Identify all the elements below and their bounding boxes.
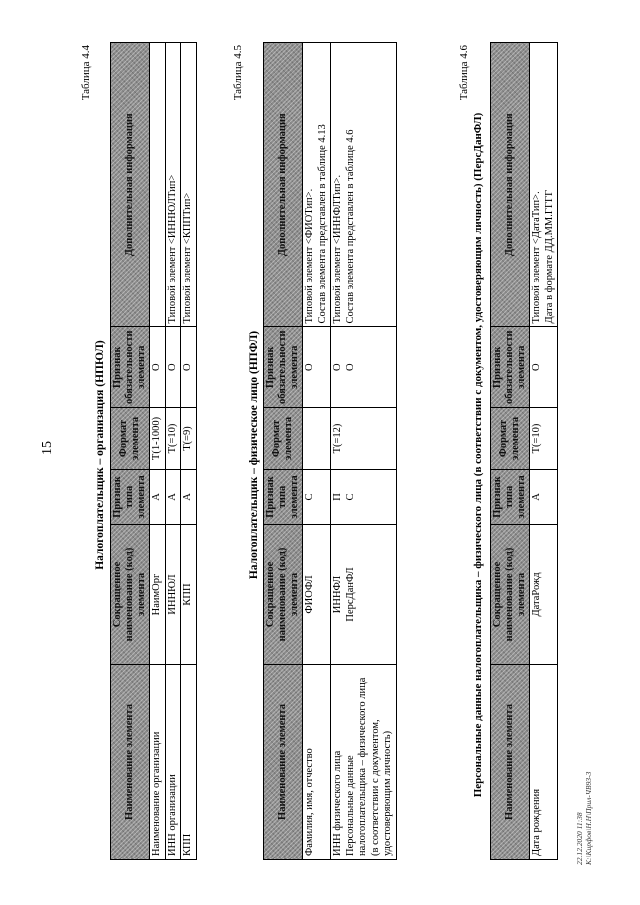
rotated-landscape-content: 15 Таблица 4.4 Налогоплательщик – организация (НПЮЛ) Наименование элемента Сокращенное наименование (код) элемента Признак типа элемента Формат элемента Признак обязательности элемента Дополнительная информация Наименование организации НаимОрг А Т(1-1000) О ИНН организации ИННЮЛ А Т(=10) О Типовой элемент <ИННЮЛТип> КПП КПП А Т(=9) О Типовой элемент <КППТип> Таблица 4.5 Налогоплательщик – физическое лицо (НПФЛ) Наименование элемента Сокращенное наименование (код) элемента Признак типа элемента Формат элемента Признак обязательности элемента Дополнительная информация Фамилия, имя, отчество ФИОФЛ С О Типовой элемент <ФИОТип>. Состав элемента представлен в таблице 4.13 ИНН физического лица Персональные данные налогоплательщика – физического лица (в соответствии с документом, удостоверяющим личность) ИННФЛ ПерсДанФЛ П С Т(=12) О О Типовой элемент <ИННФЛТип>. Состав элемента представлен в таблице 4.6 Таблица 4.6 Персональные данные налогоплательщика – физического лица (в соответствии с документом, удостоверяющим личность) (ПерсДанФЛ) Наименование элемента Сокращенное наименование (код) элемента Признак типа элемента Формат элемента Признак обязательности элемента Дополнительная информация Дата рождения ДатаРожд А Т(=10) О Типовой элемент <ДатаТип>. Дата в формате ДД.ММ.ГГГГ 22.12.2020 11:38 К:\Кирфов\Н.Н\Прил-ЧВ93-3	[0, 5, 640, 905]
required-line: О	[344, 363, 356, 372]
cell-format: Т(=10)	[165, 408, 181, 470]
info-line: Типовой элемент <ДатаТип>.	[531, 191, 542, 324]
table-4-5	[263, 42, 397, 860]
header-required: Признак обязательности элемента	[264, 327, 303, 408]
info-line: Типовой элемент <ИННФЛТип>.	[332, 174, 343, 324]
cell-name: ИНН организации	[165, 665, 181, 860]
cell-code: ИННЮЛ	[165, 525, 181, 665]
table-row	[181, 43, 197, 860]
header-info: Дополнительная информация	[491, 43, 530, 327]
cell-required: О	[165, 327, 181, 408]
table-4-6	[490, 42, 558, 860]
footer-date: 22.12.2020 11:38	[575, 812, 584, 865]
table-4-4-caption: Таблица 4.4	[80, 45, 92, 101]
table-4-5-caption: Таблица 4.5	[232, 45, 244, 101]
cell-type: А	[150, 470, 166, 525]
cell-info: Типовой элемент <КППТип>	[181, 43, 197, 327]
info-line: Состав элемента представлен в таблице 4.6	[344, 129, 356, 324]
format-line: Т(=12)	[332, 423, 343, 454]
cell-required: О	[150, 327, 166, 408]
table-row	[150, 43, 166, 860]
footer-stamp	[575, 665, 593, 865]
cell-name: КПП	[181, 665, 197, 860]
header-name: Наименование элемента	[491, 665, 530, 860]
cell-format	[303, 408, 331, 470]
table-row	[530, 43, 558, 860]
cell-format: Т(1-1000)	[150, 408, 166, 470]
table-header-row	[491, 43, 530, 860]
type-line: П	[332, 493, 343, 501]
cell-type: С	[303, 470, 331, 525]
footer-path: К:\Кирфов\Н.Н\Прил-ЧВ93-3	[584, 771, 593, 865]
cell-type: А	[181, 470, 197, 525]
cell-type	[331, 470, 397, 525]
table-4-4	[110, 42, 197, 860]
info-line: Дата в формате ДД.ММ.ГГГГ	[543, 189, 555, 324]
cell-info	[530, 43, 558, 327]
cell-code	[331, 525, 397, 665]
header-short-name: Сокращенное наименование (код) элемента	[491, 525, 530, 665]
table-row	[165, 43, 181, 860]
cell-type: А	[165, 470, 181, 525]
header-short-name: Сокращенное наименование (код) элемента	[264, 525, 303, 665]
header-required: Признак обязательности элемента	[111, 327, 150, 408]
cell-name: Наименование организации	[150, 665, 166, 860]
cell-code: ФИОФЛ	[303, 525, 331, 665]
header-required: Признак обязательности элемента	[491, 327, 530, 408]
type-line: С	[344, 493, 356, 501]
code-line: ПерсДанФЛ	[344, 567, 356, 622]
header-format: Формат элемента	[491, 408, 530, 470]
info-line: Типовой элемент <ФИОТип>.	[304, 188, 315, 324]
table-row	[303, 43, 331, 860]
cell-format: Т(=9)	[181, 408, 197, 470]
table-4-4-title: Налогоплательщик – организация (НПЮЛ)	[94, 340, 106, 570]
cell-required	[331, 327, 397, 408]
cell-info	[303, 43, 331, 327]
table-header-row	[111, 43, 150, 860]
name-line: Персональные данные налогоплательщика – физического лица (в соответствии с документом, удостоверяющим личность)	[344, 677, 393, 856]
cell-code: ДатаРожд	[530, 525, 558, 665]
name-line: ИНН физического лица	[332, 750, 343, 856]
cell-info	[331, 43, 397, 327]
cell-format	[331, 408, 397, 470]
table-4-5-title: Налогоплательщик – физическое лицо (НПФЛ)	[248, 330, 260, 580]
header-format: Формат элемента	[111, 408, 150, 470]
cell-name: Дата рождения	[530, 665, 558, 860]
table-row	[331, 43, 397, 860]
cell-info	[150, 43, 166, 327]
header-type: Признак типа элемента	[491, 470, 530, 525]
table-4-6-caption: Таблица 4.6	[458, 45, 470, 101]
table-header-row	[264, 43, 303, 860]
table-4-6-title: Персональные данные налогоплательщика – физического лица (в соответствии с документом, удостоверяющим личность) (ПерсДанФЛ)	[472, 112, 484, 798]
required-line: О	[332, 363, 343, 372]
header-name: Наименование элемента	[264, 665, 303, 860]
header-format: Формат элемента	[264, 408, 303, 470]
info-line: Состав элемента представлен в таблице 4.13	[316, 124, 328, 324]
header-type: Признак типа элемента	[264, 470, 303, 525]
cell-required: О	[303, 327, 331, 408]
cell-required: О	[181, 327, 197, 408]
code-line: ИННФЛ	[332, 575, 343, 614]
header-type: Признак типа элемента	[111, 470, 150, 525]
header-name: Наименование элемента	[111, 665, 150, 860]
cell-code: НаимОрг	[150, 525, 166, 665]
cell-code: КПП	[181, 525, 197, 665]
cell-info: Типовой элемент <ИННЮЛТип>	[165, 43, 181, 327]
cell-name	[331, 665, 397, 860]
cell-type: А	[530, 470, 558, 525]
cell-format: Т(=10)	[530, 408, 558, 470]
cell-name: Фамилия, имя, отчество	[303, 665, 331, 860]
cell-required: О	[530, 327, 558, 408]
header-info: Дополнительная информация	[264, 43, 303, 327]
header-info: Дополнительная информация	[111, 43, 150, 327]
header-short-name: Сокращенное наименование (код) элемента	[111, 525, 150, 665]
